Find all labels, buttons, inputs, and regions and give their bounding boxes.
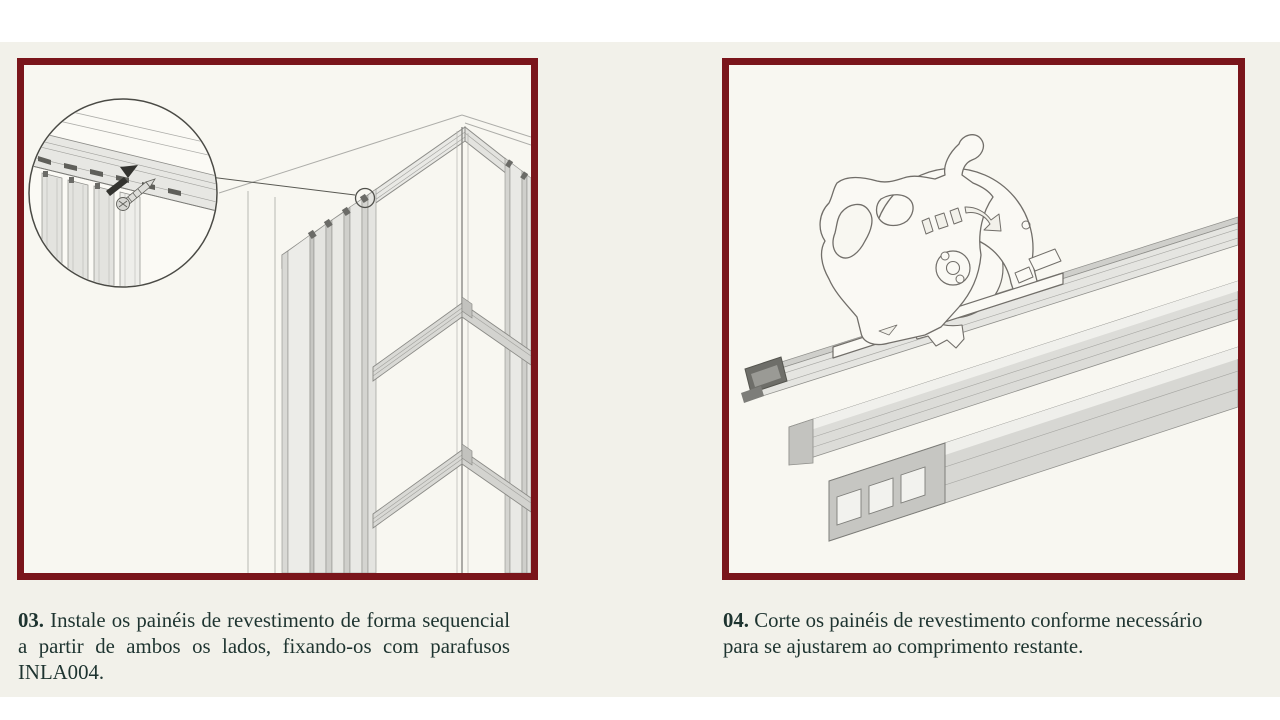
leader-line: [210, 177, 355, 195]
circular-saw-icon: [820, 135, 1063, 358]
step-04-text: Corte os painéis de revestimento conforme necessário para se ajustarem ao comprimento restante.: [723, 609, 1203, 658]
corner-column: [210, 115, 531, 573]
step-03-caption: [18, 608, 510, 686]
detail-magnifier-circle: [24, 99, 217, 287]
step-03-figure-frame: [17, 58, 538, 580]
panel-installation-illustration: [24, 65, 531, 573]
right-face-panels: [505, 158, 531, 573]
content-band: [0, 42, 1280, 697]
step-03-text: Instale os painéis de revestimento de forma sequencial a partir de ambos os lados, fixando-os com parafusos INLA004.: [18, 609, 511, 684]
saw-cutting-illustration: [729, 65, 1238, 573]
step-04-figure-frame: [722, 58, 1245, 580]
step-03-number: 03.: [18, 609, 44, 632]
profile-end-cap: [741, 357, 787, 403]
step-04-caption: [723, 608, 1228, 660]
step-04-number: 04.: [723, 609, 749, 632]
left-face-panels: [282, 189, 376, 573]
